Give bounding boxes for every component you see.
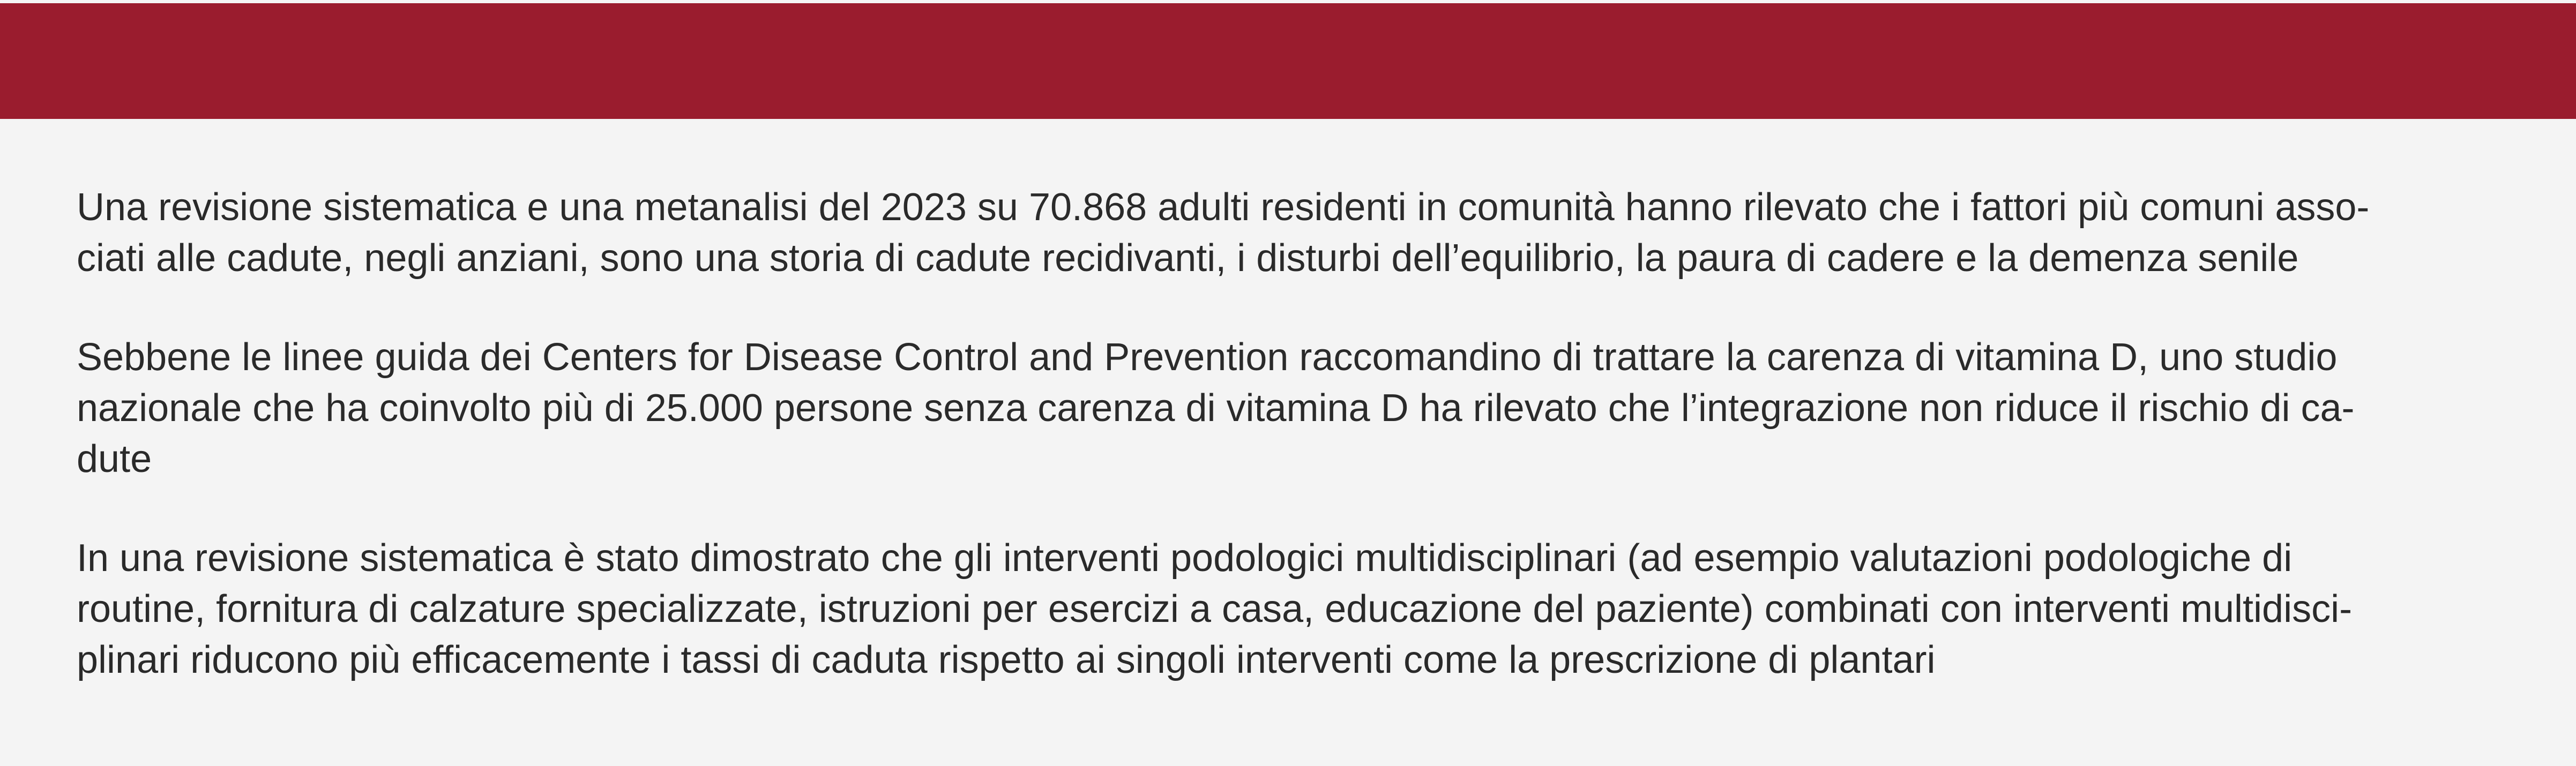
paragraph-line: nazionale che ha coinvolto più di 25.000 persone senza carenza di vitamina D ha rilevato che l’integrazione non riduce il rischio di ca-	[77, 387, 2355, 430]
paragraph-falls-risk-factors	[77, 182, 2499, 284]
paragraph-line: Una revisione sistematica e una metanalisi del 2023 su 70.868 adulti residenti in comunità hanno rilevato che i fattori più comuni asso-	[77, 186, 2370, 229]
paragraph-line: Sebbene le linee guida dei Centers for Disease Control and Prevention raccomandino di trattare la carenza di vitamina D, uno studio	[77, 336, 2338, 379]
paragraph-line: routine, fornitura di calzature specializzate, istruzioni per esercizi a casa, educazione del paziente) combinati con interventi multidisci-	[77, 588, 2353, 630]
paragraph-line: ciati alle cadute, negli anziani, sono una storia di cadute recidivanti, i disturbi dell’equilibrio, la paura di cadere e la demenza senile	[77, 237, 2299, 280]
body-text	[77, 182, 2499, 734]
header-band	[0, 3, 2576, 119]
paragraph-line: In una revisione sistematica è stato dimostrato che gli interventi podologici multidisciplinari (ad esempio valutazioni podologiche di	[77, 537, 2293, 580]
paragraph-vitamin-d	[77, 332, 2499, 485]
paragraph-line: dute	[77, 438, 152, 480]
paragraph-line: plinari riducono più efficacemente i tassi di caduta rispetto ai singoli interventi come la prescrizione di plantari	[77, 639, 1936, 681]
paragraph-podiatric-interventions	[77, 533, 2499, 686]
